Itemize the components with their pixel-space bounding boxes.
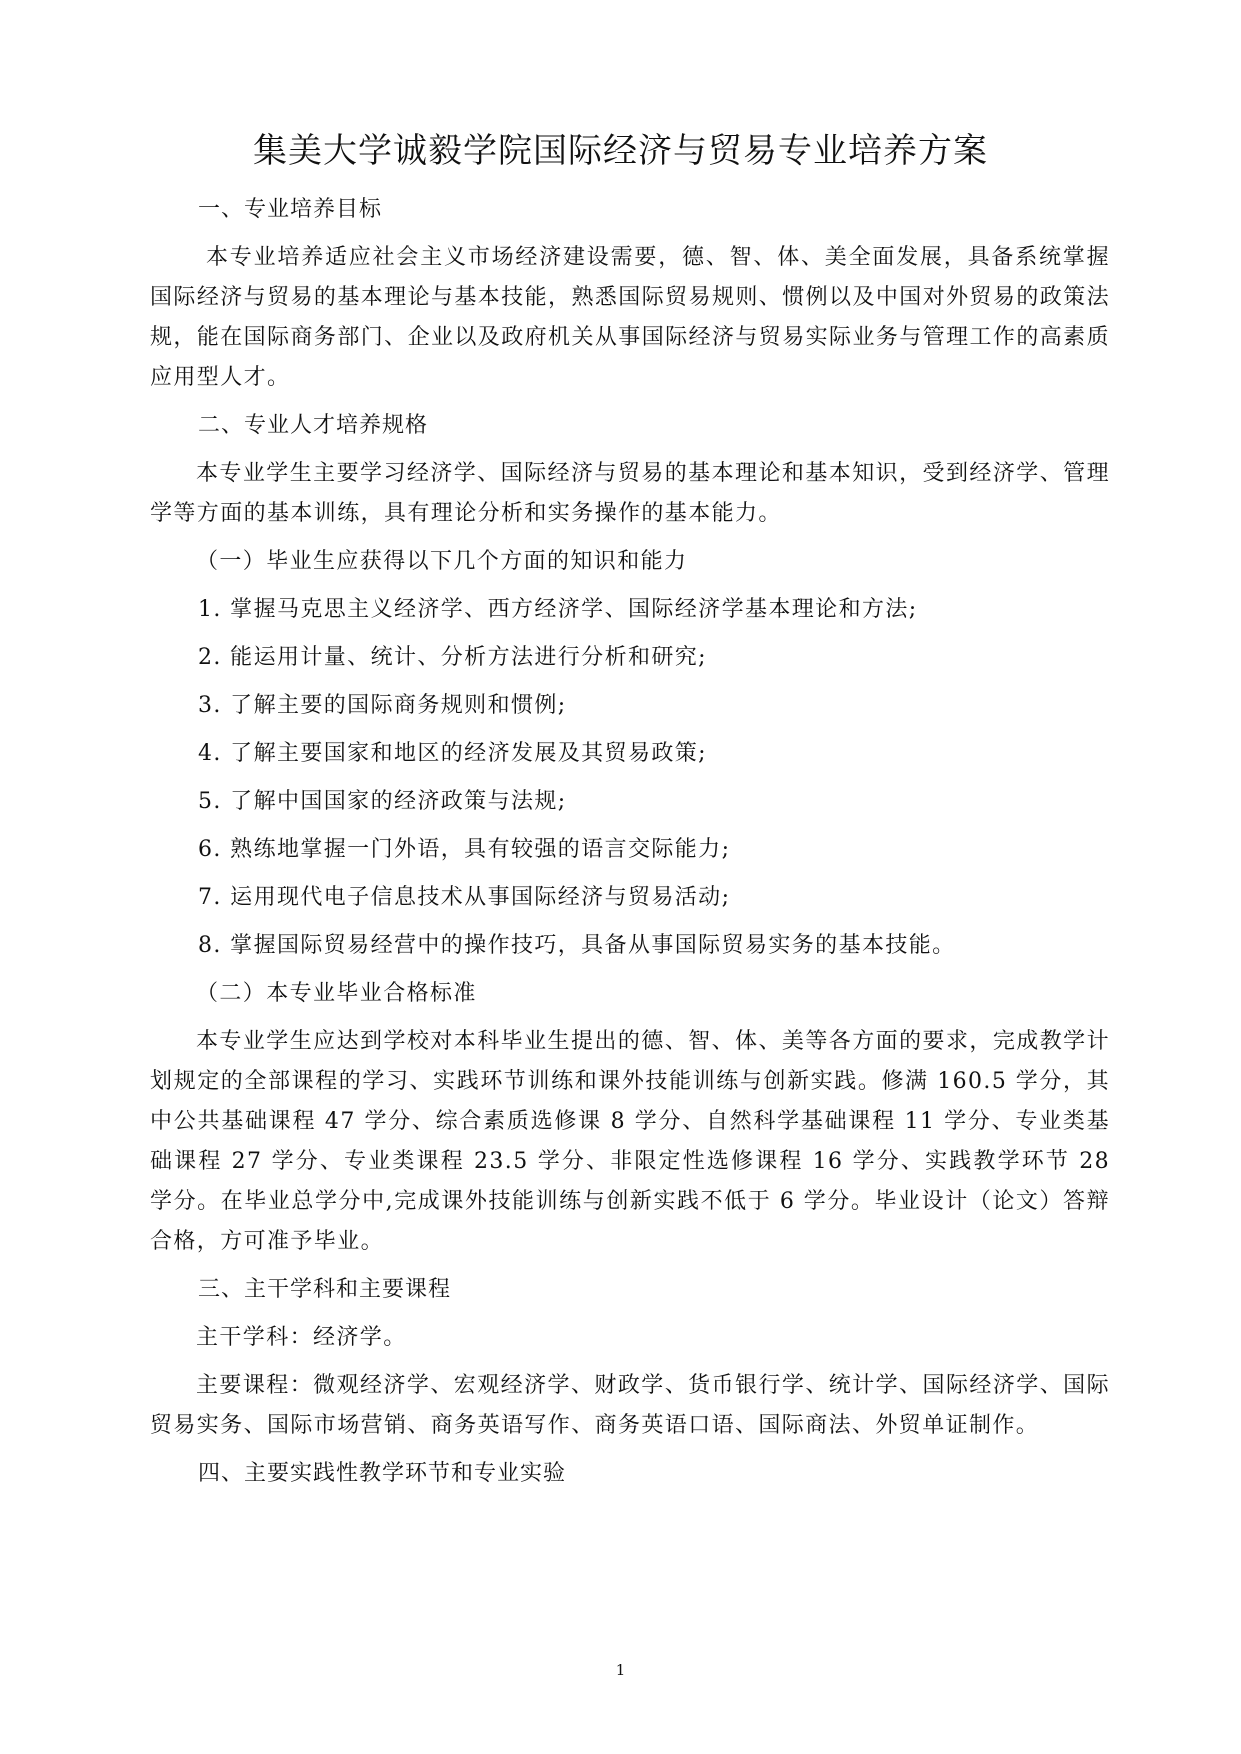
list-item: 7. 运用现代电子信息技术从事国际经济与贸易活动; [198,885,731,910]
list-item: 8. 掌握国际贸易经营中的操作技巧，具备从事国际贸易实务的基本技能。 [198,933,956,958]
section-heading-2: 二、专业人才培养规格 [198,413,429,438]
ability-list [150,590,1110,966]
section-heading-1: 一、专业培养目标 [198,197,383,222]
page-number: 1 [615,1661,626,1679]
list-item: 3. 了解主要的国际商务规则和惯例; [198,693,567,718]
main-courses-paragraph: 主要课程：微观经济学、宏观经济学、财政学、货币银行学、统计学、国际经济学、国际贸易实务、国际市场营销、商务英语写作、商务英语口语、国际商法、外贸单证制作。 [150,1373,1110,1438]
list-item: 4. 了解主要国家和地区的经济发展及其贸易政策; [198,741,707,766]
subsection-heading-2: （二）本专业毕业合格标准 [196,981,477,1006]
list-item: 1. 掌握马克思主义经济学、西方经济学、国际经济学基本理论和方法; [198,597,918,622]
list-item: 6. 熟练地掌握一门外语，具有较强的语言交际能力; [198,837,731,862]
section-2-paragraph: 本专业学生主要学习经济学、国际经济与贸易的基本理论和基本知识，受到经济学、管理学等方面的基本训练，具有理论分析和实务操作的基本能力。 [150,461,1110,526]
section-heading-4: 四、主要实践性教学环节和专业实验 [198,1461,567,1486]
document-title: 集美大学诚毅学院国际经济与贸易专业培养方案 [253,131,988,171]
document-body [150,190,1110,1502]
graduation-standard-paragraph: 本专业学生应达到学校对本科毕业生提出的德、智、体、美等各方面的要求，完成教学计划规定的全部课程的学习、实践环节训练和课外技能训练与创新实践。修满 160.5 学分，其中公共基础课程 47 学分、综合素质选修课 8 学分、自然科学基础课程 11 学分、专业类基础课程 27 学分、专业类课程 23.5 学分、非限定性选修课程 16 学分、实践教学环节 28 学分。在毕业总学分中,完成课外技能训练与创新实践不低于 6 学分。毕业设计（论文）答辩合格，方可准予毕业。 [150,1029,1110,1254]
section-heading-3: 三、主干学科和主要课程 [198,1277,452,1302]
subsection-heading-1: （一）毕业生应获得以下几个方面的知识和能力 [196,549,688,574]
list-item: 5. 了解中国国家的经济政策与法规; [198,789,567,814]
list-item: 2. 能运用计量、统计、分析方法进行分析和研究; [198,645,707,670]
section-1-paragraph: 本专业培养适应社会主义市场经济建设需要，德、智、体、美全面发展，具备系统掌握国际经济与贸易的基本理论与基本技能，熟悉国际贸易规则、惯例以及中国对外贸易的政策法规，能在国际商务部门、企业以及政府机关从事国际经济与贸易实际业务与管理工作的高素质应用型人才。 [150,245,1110,390]
main-discipline-text: 主干学科：经济学。 [196,1325,407,1350]
